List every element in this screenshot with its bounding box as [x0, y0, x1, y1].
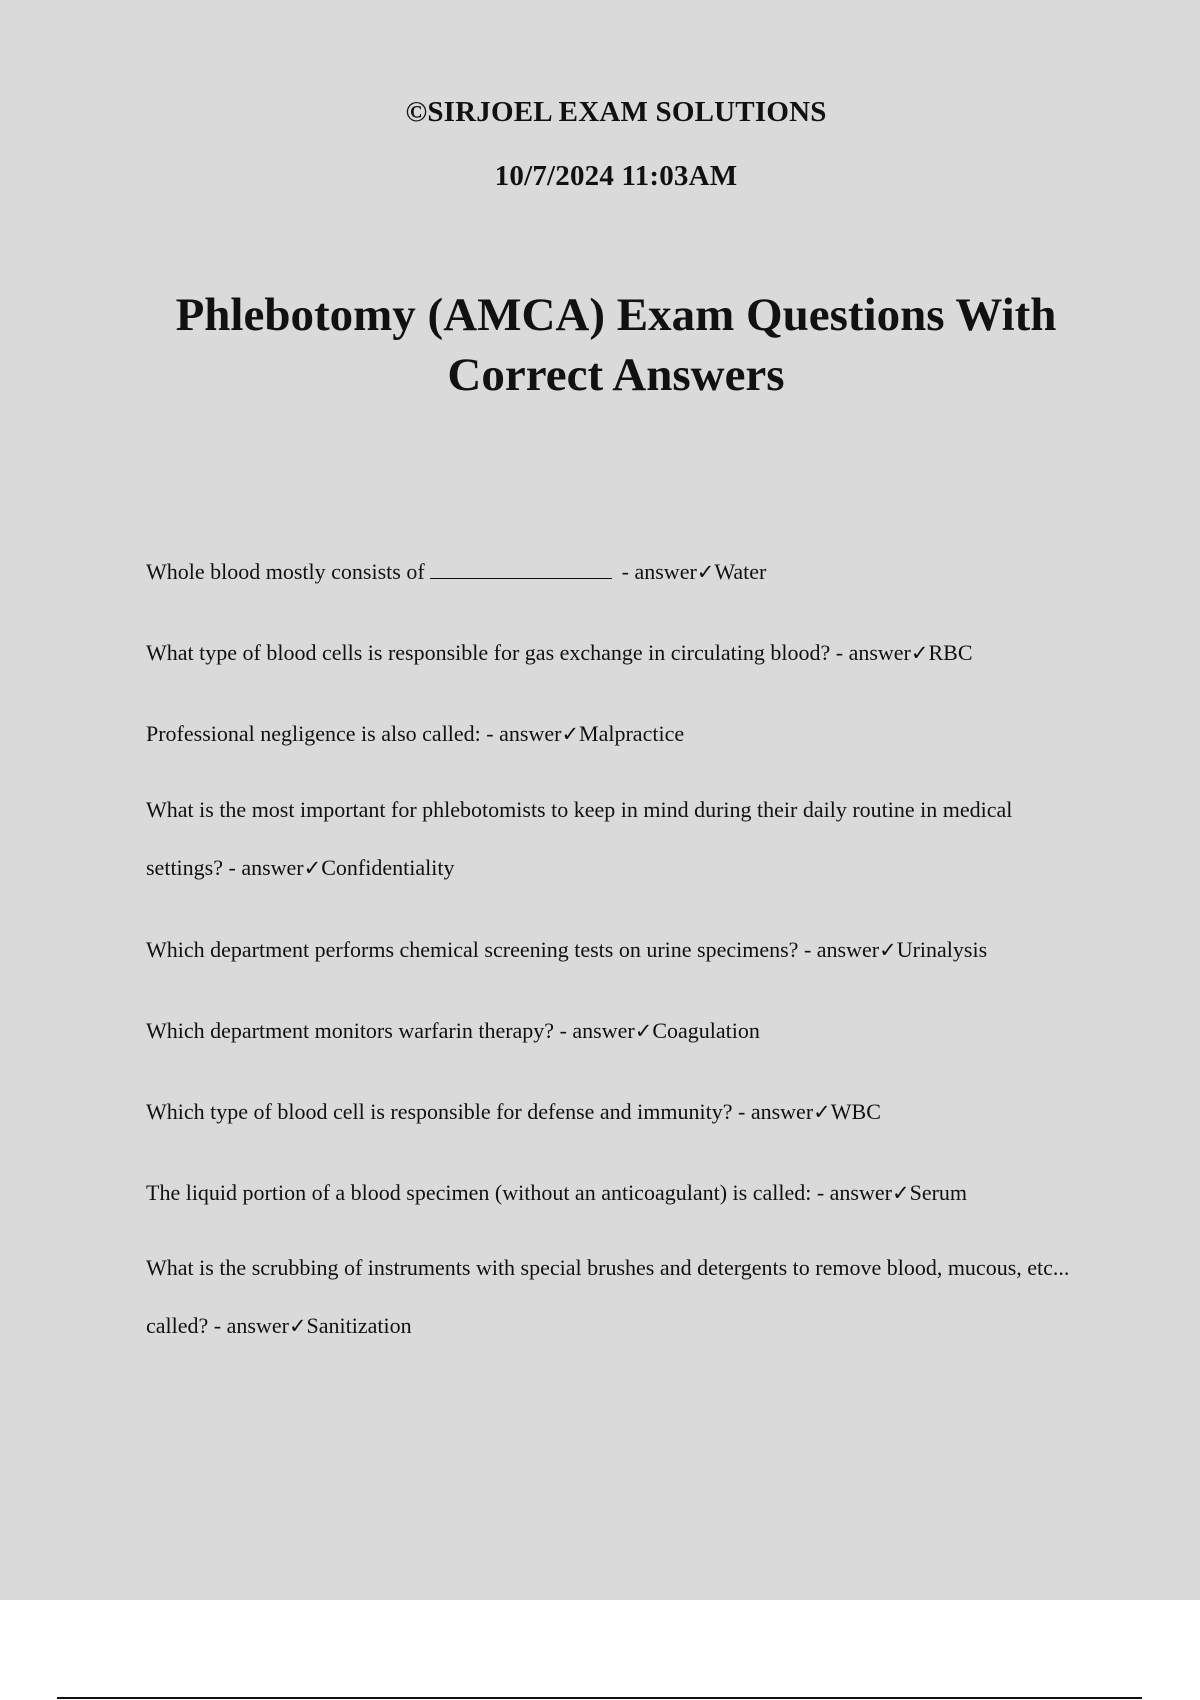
qa-item — [146, 921, 1076, 979]
answer-prefix: - answer — [803, 937, 880, 962]
qa-item — [146, 1164, 1076, 1222]
qa-item — [146, 1083, 1076, 1141]
answer-text: Malpractice — [579, 721, 685, 746]
answer-prefix: - answer — [559, 1018, 635, 1043]
qa-item — [146, 1239, 1076, 1355]
question-text: What is the most important for phlebotomists to keep in mind during their daily routine in medical settings? — [146, 797, 1013, 880]
question-text: Whole blood mostly consists of — [146, 559, 425, 584]
answer-prefix: - answer — [621, 559, 697, 584]
question-text: The liquid portion of a blood specimen (without an anticoagulant) is called: — [146, 1180, 812, 1205]
answer-prefix: - answer — [816, 1180, 892, 1205]
checkmark-icon: ✓ — [303, 856, 322, 880]
answer-text: Serum — [909, 1180, 968, 1205]
checkmark-icon: ✓ — [879, 938, 897, 962]
checkmark-icon: ✓ — [696, 560, 715, 584]
qa-item — [146, 1002, 1076, 1060]
qa-item — [146, 781, 1076, 897]
answer-prefix: - answer — [228, 855, 304, 880]
checkmark-icon: ✓ — [634, 1019, 653, 1043]
checkmark-icon: ✓ — [288, 1314, 307, 1338]
answer-prefix: - answer — [213, 1313, 289, 1338]
qa-item — [146, 543, 1076, 601]
question-text: Which department monitors warfarin therapy? — [146, 1018, 555, 1043]
checkmark-icon: ✓ — [561, 722, 580, 746]
header-datetime: 10/7/2024 11:03AM — [494, 160, 738, 192]
question-text: Professional negligence is also called: — [146, 721, 481, 746]
question-text: Which department performs chemical screening tests on urine specimens? — [146, 937, 799, 962]
question-text: What type of blood cells is responsible for gas exchange in circulating blood? — [146, 640, 831, 665]
qa-item — [146, 705, 1076, 763]
document-title: Phlebotomy (AMCA) Exam Questions With Correct Answers — [175, 289, 1057, 401]
checkmark-icon: ✓ — [891, 1181, 910, 1205]
checkmark-icon: ✓ — [910, 641, 929, 665]
answer-text: Sanitization — [306, 1313, 412, 1338]
checkmark-icon: ✓ — [813, 1100, 831, 1124]
question-text: Which type of blood cell is responsible for defense and immunity? — [146, 1099, 733, 1124]
answer-text: WBC — [830, 1099, 881, 1124]
footer-rule — [57, 1697, 1142, 1699]
answer-prefix: - answer — [738, 1099, 814, 1124]
answer-text: Coagulation — [652, 1018, 760, 1043]
fill-in-blank — [430, 560, 612, 579]
answer-text: Confidentiality — [321, 855, 455, 880]
question-text: What is the scrubbing of instruments with special brushes and detergents to remove blood, mucous, etc... called? — [146, 1255, 1070, 1338]
answer-text: Water — [714, 559, 767, 584]
answer-text: RBC — [928, 640, 973, 665]
qa-item — [146, 624, 1076, 682]
header-organization: ©SIRJOEL EXAM SOLUTIONS — [405, 96, 827, 128]
answer-prefix: - answer — [835, 640, 911, 665]
answer-prefix: - answer — [486, 721, 562, 746]
answer-text: Urinalysis — [896, 937, 988, 962]
